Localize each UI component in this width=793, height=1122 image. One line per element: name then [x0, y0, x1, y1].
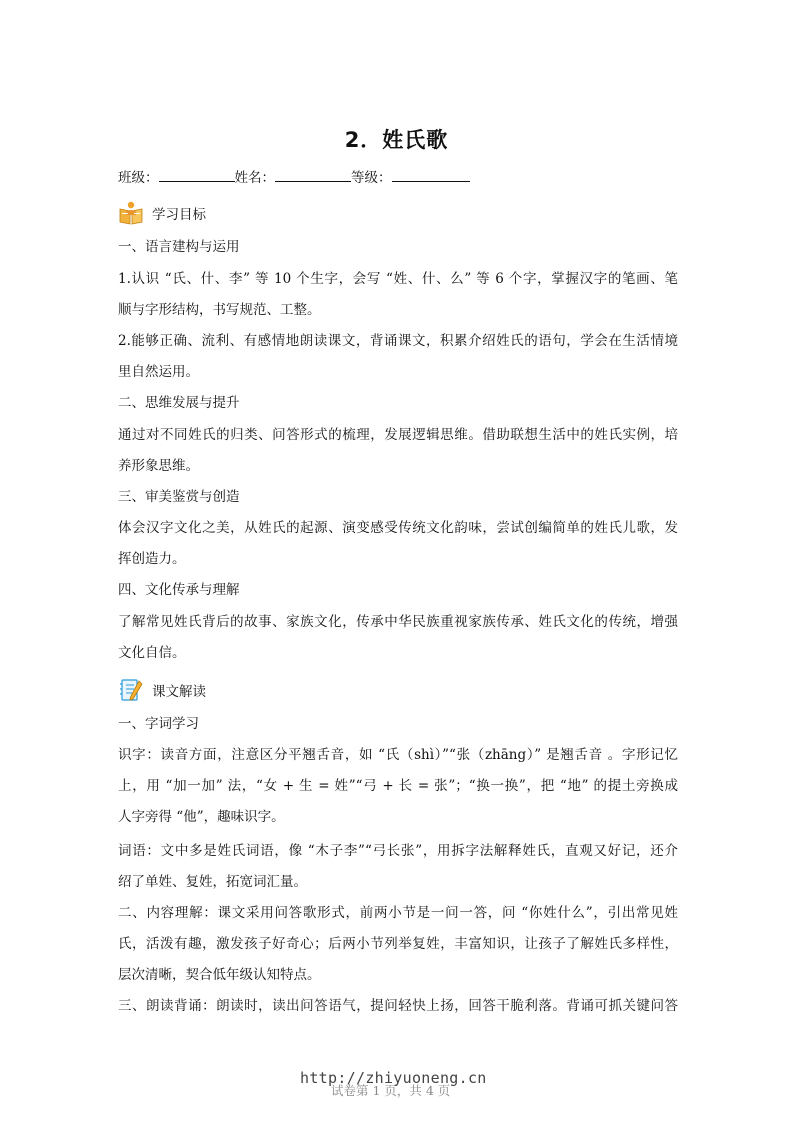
section-goals: [118, 200, 206, 226]
notebook-pen-icon: [118, 677, 144, 703]
class-blank: [159, 169, 235, 182]
text-line: 识字：读音方面，注意区分平翘舌音，如 “氏（shì）”“张（zhāng）” 是翘舌音 。字形记忆: [118, 747, 678, 763]
text-line: 1.认识 “氏、什、李” 等 10 个生字，会写 “姓、什、么” 等 6 个字，掌握汉字的笔画、笔: [118, 271, 678, 287]
page-number: 试卷第 1 页，共 4 页: [331, 1083, 451, 1098]
text-line: 绍了单姓、复姓，拓宽词汇量。: [118, 874, 307, 890]
text-line: 文化自信。: [118, 645, 186, 661]
book-reader-icon: [118, 200, 144, 226]
text-line: 三、朗读背诵：朗读时，读出问答语气，提问轻快上扬，回答干脆利落。背诵可抓关键问答: [118, 998, 678, 1014]
text-line: 顺与字形结构，书写规范、工整。: [118, 302, 321, 318]
name-label: 姓名：: [234, 170, 275, 186]
text-line: 上，用 “加一加” 法，“女 + 生 = 姓”“弓 + 长 = 张”；“换一换”，把 “地” 的提土旁换成: [118, 778, 678, 794]
text-line: 2.能够正确、流利、有感情地朗读课文，背诵课文，积累介绍姓氏的语句，学会在生活情境: [118, 333, 678, 349]
text-line: 人字旁得 “他”，趣味识字。: [118, 809, 285, 825]
text-line: 四、文化传承与理解: [118, 582, 240, 598]
text-line: 氏，活泼有趣，激发孩子好奇心；后两小节列举复姓，丰富知识，让孩子了解姓氏多样性，: [118, 936, 678, 952]
text-line: 通过对不同姓氏的归类、问答形式的梳理，发展逻辑思维。借助联想生活中的姓氏实例，培: [118, 427, 678, 443]
grade-label: 等级：: [351, 170, 392, 186]
class-label: 班级：: [118, 170, 159, 186]
text-line: 了解常见姓氏背后的故事、家族文化，传承中华民族重视家族传承、姓氏文化的传统，增强: [118, 614, 678, 630]
student-info-line: [118, 166, 470, 186]
text-line: 词语：文中多是姓氏词语，像 “木子李”“弓长张”，用拆字法解释姓氏，直观又好记，还介: [118, 843, 678, 859]
section-goals-label: 学习目标: [152, 207, 206, 223]
text-line: 二、思维发展与提升: [118, 395, 240, 411]
grade-blank: [392, 169, 470, 182]
text-line: 一、字词学习: [118, 716, 199, 732]
text-line: 二、内容理解：课文采用问答歌形式，前两小节是一问一答，问 “你姓什么”，引出常见姓: [118, 905, 678, 921]
text-line: 一、语言建构与运用: [118, 239, 240, 255]
text-line: 三、审美鉴赏与创造: [118, 489, 240, 505]
text-line: 体会汉字文化之美，从姓氏的起源、演变感受传统文化韵味，尝试创编简单的姓氏儿歌，发: [118, 520, 678, 536]
watermark-url: http://zhiyuoneng.cn: [300, 1069, 487, 1087]
text-line: 养形象思维。: [118, 458, 199, 474]
name-blank: [275, 169, 351, 182]
text-line: 层次清晰，契合低年级认知特点。: [118, 967, 321, 983]
text-line: 里自然运用。: [118, 364, 199, 380]
section-reading: [118, 677, 206, 703]
page-title: 2．姓氏歌: [344, 128, 449, 152]
text-line: 挥创造力。: [118, 551, 186, 567]
section-reading-label: 课文解读: [152, 684, 206, 700]
